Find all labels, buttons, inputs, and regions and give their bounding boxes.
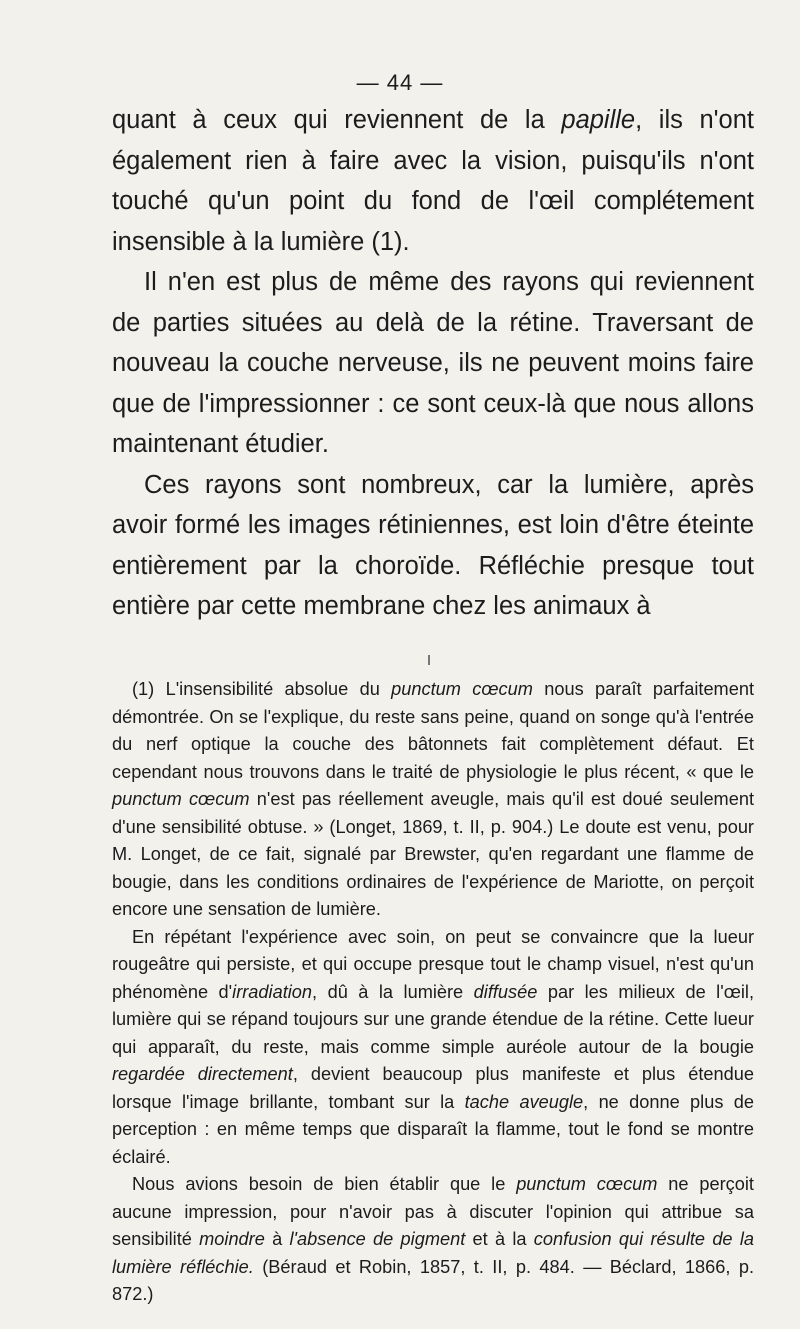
footnote-1 — [112, 676, 754, 924]
footnote-text: ne perçoit aucune impression, pour n'avoir pas à discuter l'opinion qui attribue sa sensibilité — [112, 1174, 754, 1249]
footnote-1-cont — [112, 924, 754, 1172]
footnote-text: (1) L'insensibilité absolue du — [132, 679, 392, 699]
main-text — [112, 100, 754, 627]
footnote-text: à — [264, 1229, 290, 1249]
paragraph-2: Il n'en est plus de même des rayons qui reviennent de parties situées au delà de la rétine. Traversant de nouveau la couche nerveuse, ils ne peuvent moins faire que de l'impressionner : ce sont ceux-là que nous allons maintenant étudier. — [112, 268, 754, 458]
term-absence-pigment: l'absence de pigment — [289, 1229, 466, 1249]
term-irradiation: irradiation — [232, 981, 313, 1002]
term-punctum-coecum: punctum cœcum — [516, 1174, 658, 1194]
term-diffusee: diffusée — [473, 981, 538, 1002]
footnote-text: , devient beaucoup plus manifeste et plus étendue lorsque l'image brillante, tombant sur la — [112, 1064, 754, 1112]
footnote-text: , dû à la lumière — [312, 981, 474, 1002]
separator-mark — [428, 655, 430, 665]
footnote-text: Nous avions besoin de bien établir que le — [132, 1174, 517, 1194]
footnotes — [112, 676, 754, 1309]
term-regardee: regardée directement — [112, 1064, 293, 1084]
term-confusion: confusion qui résulte de la lumière réfléchie. — [112, 1229, 754, 1277]
footnote-text: nous paraît parfaitement démontrée. On se l'explique, du reste sans peine, quand on songe qu'à l'entrée du nerf optique la couche des bâtonnets fait complètement défaut. Et cependant nous trouvons dans le traité de physiologie le plus récent, « que le — [112, 679, 754, 782]
paragraph-3: Ces rayons sont nombreux, car la lumière, après avoir formé les images rétiniennes, est loin d'être éteinte entièrement par la choroïde. Réfléchie presque tout entière par cette membrane chez les animaux à — [112, 470, 754, 620]
footnote-text: (Béraud et Robin, 1857, t. II, p. 484. — Béclard, 1866, p. 872.) — [112, 1256, 754, 1304]
footnote-text: , ne donne plus de perception : en même temps que disparaît la flamme, tout le fond se montre éclairé. — [112, 1091, 754, 1167]
paragraph-1-text-cont: , ils n'ont également rien à faire avec la vision, puisqu'ils n'ont touché qu'un point du fond de l'œil complétement insensible à la lumière (1). — [112, 106, 754, 256]
paragraph-1 — [112, 100, 754, 262]
footnote-text: En répétant l'expérience avec soin, on peut se convaincre que la lueur rougeâtre qui persiste, et qui occupe presque tout le champ visuel, n'est qu'un phénomène d' — [112, 926, 754, 1002]
term-papille: papille — [561, 106, 636, 134]
footnote-1-end — [112, 1171, 754, 1309]
paragraph-1-text: quant à ceux qui reviennent de la — [112, 106, 562, 134]
term-tache-aveugle: tache aveugle — [464, 1091, 584, 1112]
footnote-text: par les milieux de l'œil, lumière qui se répand toujours sur une grande étendue de la rétine. Cette lueur qui apparaît, du reste, mais comme simple auréole autour de la bougie — [112, 981, 754, 1057]
term-punctum-coecum: punctum cœcum — [112, 789, 250, 809]
term-moindre: moindre — [199, 1229, 265, 1249]
page-number: — 44 — — [356, 70, 444, 95]
footnote-text: et à la — [465, 1229, 534, 1249]
footnote-text: n'est pas réellement aveugle, mais qu'il est doué seulement d'une sensibilité obtuse. » (Longet, 1869, t. II, p. 904.) Le doute est venu, pour M. Longet, de ce fait, signalé par Brewster, qu'en regardant une flamme de bougie, dans les conditions ordinaires de l'expérience de Mariotte, on perçoit encore une sensation de lumière. — [112, 789, 754, 919]
term-punctum-coecum: punctum cœcum — [391, 679, 533, 699]
